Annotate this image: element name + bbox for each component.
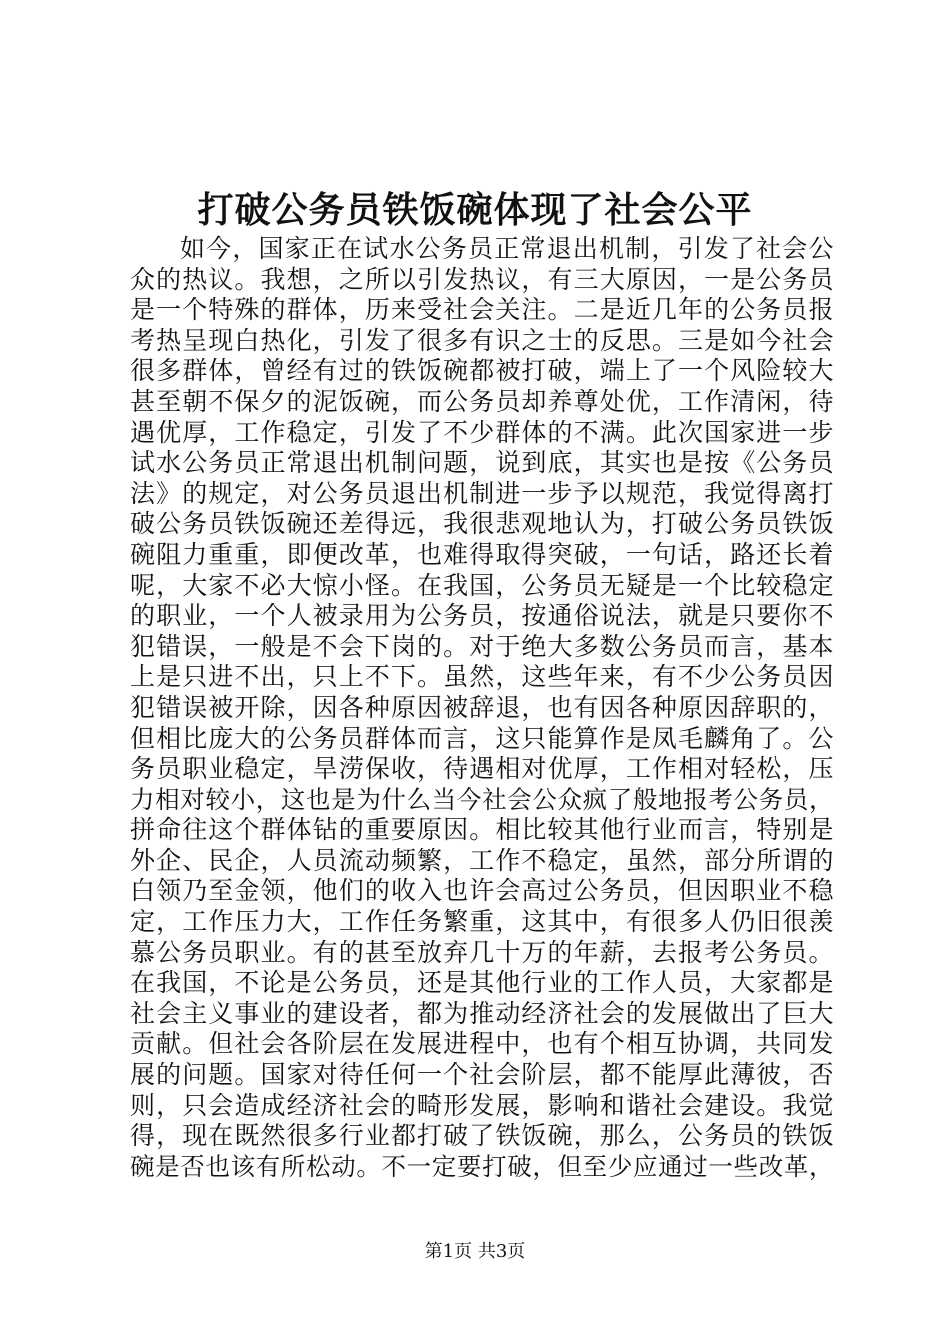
- body-line: 社会主义事业的建设者，都为推动经济社会的发展做出了巨大: [130, 998, 834, 1028]
- body-line: 外企、民企，人员流动频繁，工作不稳定，虽然，部分所谓的: [130, 845, 834, 875]
- body-line: 白领乃至金领，他们的收入也许会高过公务员，但因职业不稳: [130, 876, 834, 906]
- body-line: 碗阻力重重，即便改革，也难得取得突破，一句话，路还长着: [130, 539, 834, 569]
- body-line: 务员职业稳定，旱涝保收，待遇相对优厚，工作相对轻松，压: [130, 754, 834, 784]
- body-line: 则，只会造成经济社会的畸形发展，影响和谐社会建设。我觉: [130, 1090, 834, 1120]
- body-line: 碗是否也该有所松动。不一定要打破，但至少应通过一些改革，: [130, 1151, 834, 1181]
- body-line: 拼命往这个群体钻的重要原因。相比较其他行业而言，特别是: [130, 815, 834, 845]
- body-line: 遇优厚，工作稳定，引发了不少群体的不满。此次国家进一步: [130, 417, 834, 447]
- body-line: 得，现在既然很多行业都打破了铁饭碗，那么，公务员的铁饭: [130, 1121, 834, 1151]
- body-line: 贡献。但社会各阶层在发展进程中，也有个相互协调，共同发: [130, 1029, 834, 1059]
- body-line: 上是只进不出，只上不下。虽然，这些年来，有不少公务员因: [130, 662, 834, 692]
- body-line: 如今，国家正在试水公务员正常退出机制，引发了社会公: [180, 234, 834, 263]
- body-line: 展的问题。国家对待任何一个社会阶层，都不能厚此薄彼，否: [130, 1060, 834, 1090]
- document-title: 打破公务员铁饭碗体现了社会公平: [197, 189, 753, 231]
- body-line: 在我国，不论是公务员，还是其他行业的工作人员，大家都是: [130, 968, 834, 998]
- body-line: 但相比庞大的公务员群体而言，这只能算作是凤毛麟角了。公: [130, 723, 834, 753]
- body-line: 慕公务员职业。有的甚至放弃几十万的年薪，去报考公务员。: [130, 937, 834, 967]
- document-body: [130, 234, 834, 1182]
- body-line: 呢，大家不必大惊小怪。在我国，公务员无疑是一个比较稳定: [130, 570, 834, 600]
- body-line: 犯错误被开除，因各种原因被辞退，也有因各种原因辞职的，: [130, 692, 834, 722]
- body-line: 法》的规定，对公务员退出机制进一步予以规范，我觉得离打: [130, 478, 834, 508]
- body-line: 甚至朝不保夕的泥饭碗，而公务员却养尊处优，工作清闲，待: [130, 386, 834, 416]
- body-line: 众的热议。我想，之所以引发热议，有三大原因，一是公务员: [130, 264, 834, 294]
- body-line: 是一个特殊的群体，历来受社会关注。二是近几年的公务员报: [130, 295, 834, 325]
- body-line: 试水公务员正常退出机制问题，说到底，其实也是按《公务员: [130, 448, 834, 478]
- body-line: 犯错误，一般是不会下岗的。对于绝大多数公务员而言，基本: [130, 631, 834, 661]
- body-line: 很多群体，曾经有过的铁饭碗都被打破，端上了一个风险较大: [130, 356, 834, 386]
- body-line: 破公务员铁饭碗还差得远，我很悲观地认为，打破公务员铁饭: [130, 509, 834, 539]
- body-line: 考热呈现白热化，引发了很多有识之士的反思。三是如今社会: [130, 325, 834, 355]
- page-footer: 第1页 共3页: [424, 1241, 526, 1262]
- body-line: 的职业，一个人被录用为公务员，按通俗说法，就是只要你不: [130, 601, 834, 631]
- body-line: 力相对较小，这也是为什么当今社会公众疯了般地报考公务员，: [130, 784, 834, 814]
- body-line: 定，工作压力大，工作任务繁重，这其中，有很多人仍旧很羡: [130, 907, 834, 937]
